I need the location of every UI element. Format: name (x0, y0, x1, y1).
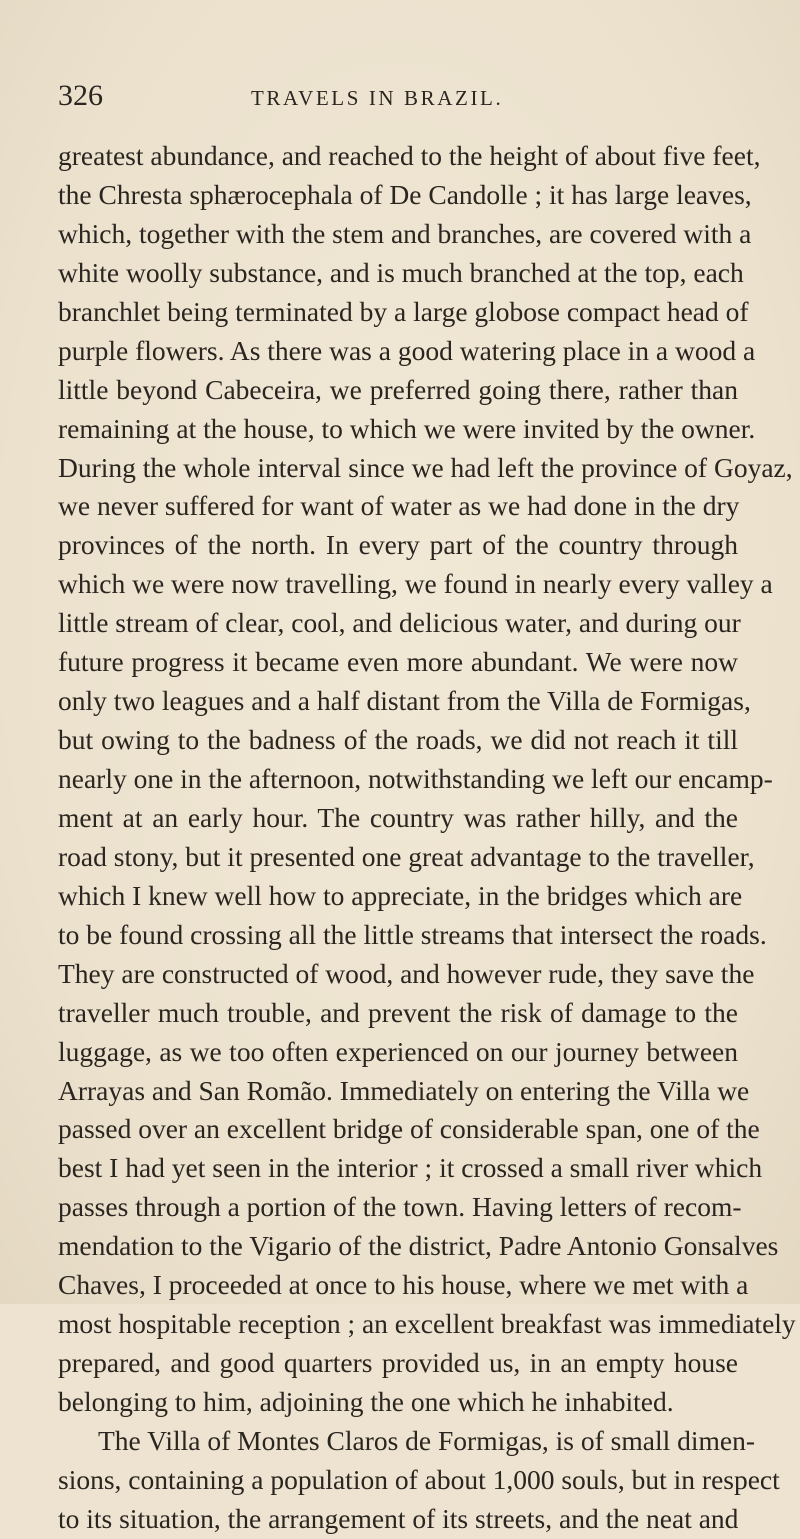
text-line: to be found crossing all the little streams that intersect the roads. (58, 918, 767, 950)
text-line: passed over an excellent bridge of considerable span, one of the (58, 1113, 760, 1145)
page-number: 326 (58, 79, 103, 112)
body-text (58, 137, 796, 1539)
text-line: road stony, but it presented one great advantage to the traveller, (58, 840, 755, 872)
text-line: to its situation, the arrangement of its streets, and the neat and (58, 1502, 739, 1534)
text-line: mendation to the Vigario of the district, Padre Antonio Gonsalves (58, 1230, 779, 1262)
text-line: They are constructed of wood, and however rude, they save the (58, 957, 755, 989)
text-line: nearly one in the afternoon, notwithstanding we left our encamp- (58, 763, 773, 794)
text-line: branchlet being terminated by a large globose compact head of (58, 295, 749, 327)
text-line: white woolly substance, and is much branched at the top, each (58, 256, 744, 288)
text-line: which we were now travelling, we found in nearly every valley a (58, 568, 773, 600)
text-line: only two leagues and a half distant from the Villa de Formigas, (58, 685, 751, 717)
text-line: purple flowers. As there was a good watering place in a wood a (58, 334, 756, 366)
text-line: but owing to the badness of the roads, we did not reach it till (58, 724, 738, 756)
text-line: Arrayas and San Romão. Immediately on entering the Villa we (58, 1074, 750, 1106)
paragraph-last-line: belonging to him, adjoining the one which he inhabited. (58, 1386, 674, 1417)
text-line: remaining at the house, to which we were invited by the owner. (58, 412, 756, 444)
text-line: luggage, as we too often experienced on our journey between (58, 1035, 738, 1067)
text-line: During the whole interval since we had left the province of Goyaz, (58, 451, 793, 483)
text-line: provinces of the north. In every part of the country through (58, 529, 738, 561)
text-line: the Chresta sphærocephala of De Candolle ; it has large leaves, (58, 178, 752, 210)
text-line: traveller much trouble, and prevent the risk of damage to the (58, 996, 738, 1028)
text-line: little beyond Cabeceira, we preferred going there, rather than (58, 373, 738, 405)
text-line: which I knew well how to appreciate, in the bridges which are (58, 879, 743, 911)
text-line: sions, containing a population of about 1,000 souls, but in respect (58, 1463, 780, 1495)
running-head (58, 76, 738, 116)
text-line: we never suffered for want of water as we had done in the dry (58, 490, 740, 522)
text-line: passes through a portion of the town. Having letters of recom- (58, 1191, 742, 1223)
paragraph-first-line: The Villa of Montes Claros de Formigas, is of small dimen- (98, 1424, 755, 1456)
text-line: future progress it became even more abundant. We were now (58, 646, 738, 678)
text-line: greatest abundance, and reached to the height of about five feet, (58, 140, 761, 171)
running-title: TRAVELS IN BRAZIL. (251, 86, 504, 110)
text-line: prepared, and good quarters provided us, in an empty house (58, 1347, 738, 1379)
text-line: which, together with the stem and branches, are covered with a (58, 217, 752, 249)
text-line: little stream of clear, cool, and delicious water, and during our (58, 607, 741, 639)
text-line: Chaves, I proceeded at once to his house, where we met with a (58, 1269, 749, 1301)
text-line: best I had yet seen in the interior ; it crossed a small river which (58, 1152, 763, 1184)
text-line: ment at an early hour. The country was rather hilly, and the (58, 801, 738, 833)
text-line: most hospitable reception ; an excellent breakfast was immediately (58, 1308, 796, 1340)
